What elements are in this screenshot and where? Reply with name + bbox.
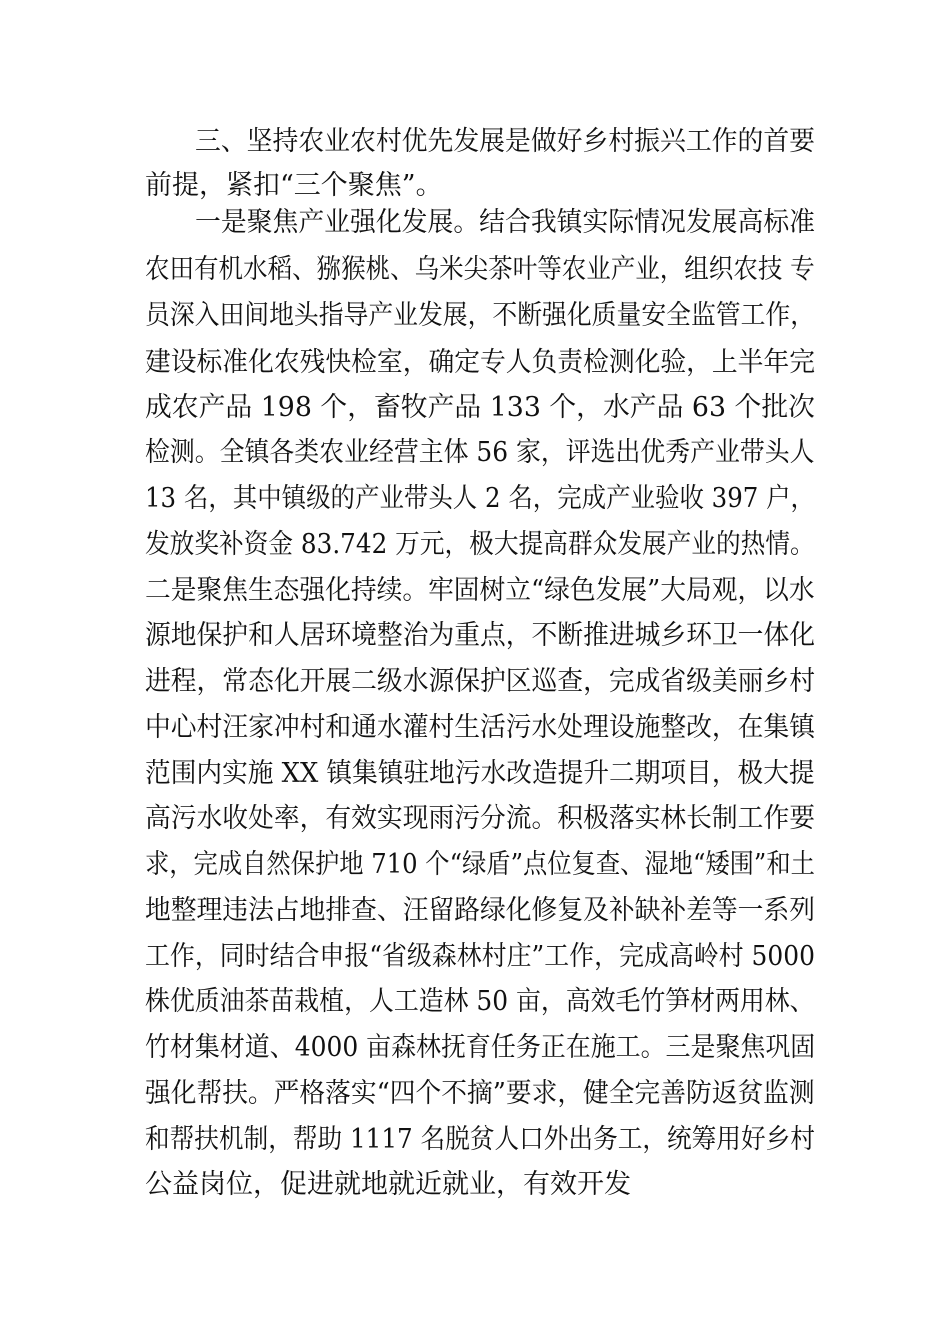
text-line-23: 和帮扶机制，帮助 1117 名脱贫人口外出务工，统筹用好乡村 <box>145 1124 815 1155</box>
text-line-3: 一是聚焦产业强化发展。结合我镇实际情况发展高标准 <box>195 207 816 238</box>
text-line-5: 员深入田间地头指导产业发展，不断强化质量安全监管工作， <box>145 300 816 331</box>
text-line-1: 三、坚持农业农村优先发展是做好乡村振兴工作的首要 <box>195 126 816 157</box>
text-line-11: 二是聚焦生态强化持续。牢固树立“绿色发展”大局观，以水 <box>145 575 815 606</box>
text-line-6: 建设标准化农残快检室，确定专人负责检测化验，上半年完 <box>145 347 815 378</box>
text-line-18: 地整理违法占地排查、汪留路绿化修复及补缺补差等一系列 <box>145 895 815 926</box>
text-line-14: 中心村汪家冲村和通水灌村生活污水处理设施整改，在集镇 <box>145 712 815 743</box>
text-line-15: 范围内实施 XX 镇集镇驻地污水改造提升二期项目，极大提 <box>145 758 815 789</box>
text-line-13: 进程，常态化开展二级水源保护区巡查，完成省级美丽乡村 <box>145 666 815 697</box>
text-line-7: 成农产品 198 个，畜牧产品 133 个，水产品 63 个批次 <box>145 392 815 423</box>
text-line-2: 前提，紧扣“三个聚焦”。 <box>145 170 443 201</box>
text-line-21: 竹材集材道、4000 亩森林抚育任务正在施工。三是聚焦巩固 <box>145 1032 816 1063</box>
text-line-20: 株优质油茶苗栽植，人工造林 50 亩，高效毛竹笋材两用林、 <box>145 986 815 1017</box>
text-line-24: 公益岗位，促进就地就近就业，有效开发 <box>145 1169 631 1200</box>
text-line-9: 13 名，其中镇级的产业带头人 2 名，完成产业验收 397 户， <box>145 483 815 514</box>
text-line-22: 强化帮扶。严格落实“四个不摘”要求，健全完善防返贫监测 <box>145 1078 815 1109</box>
text-line-16: 高污水收处率，有效实现雨污分流。积极落实林长制工作要 <box>145 803 815 834</box>
text-line-19: 工作，同时结合申报“省级森林村庄”工作，完成高岭村 5000 <box>145 941 815 972</box>
text-line-17: 求，完成自然保护地 710 个“绿盾”点位复查、湿地“矮围”和土 <box>145 849 815 880</box>
text-line-4: 农田有机水稻、猕猴桃、乌米尖茶叶等农业产业，组织农技 专 <box>145 254 815 285</box>
text-line-8: 检测。全镇各类农业经营主体 56 家，评选出优秀产业带头人 <box>145 437 815 468</box>
text-line-12: 源地保护和人居环境整治为重点，不断推进城乡环卫一体化 <box>145 620 815 651</box>
text-line-10: 发放奖补资金 83.742 万元，极大提高群众发展产业的热情。 <box>145 529 815 560</box>
